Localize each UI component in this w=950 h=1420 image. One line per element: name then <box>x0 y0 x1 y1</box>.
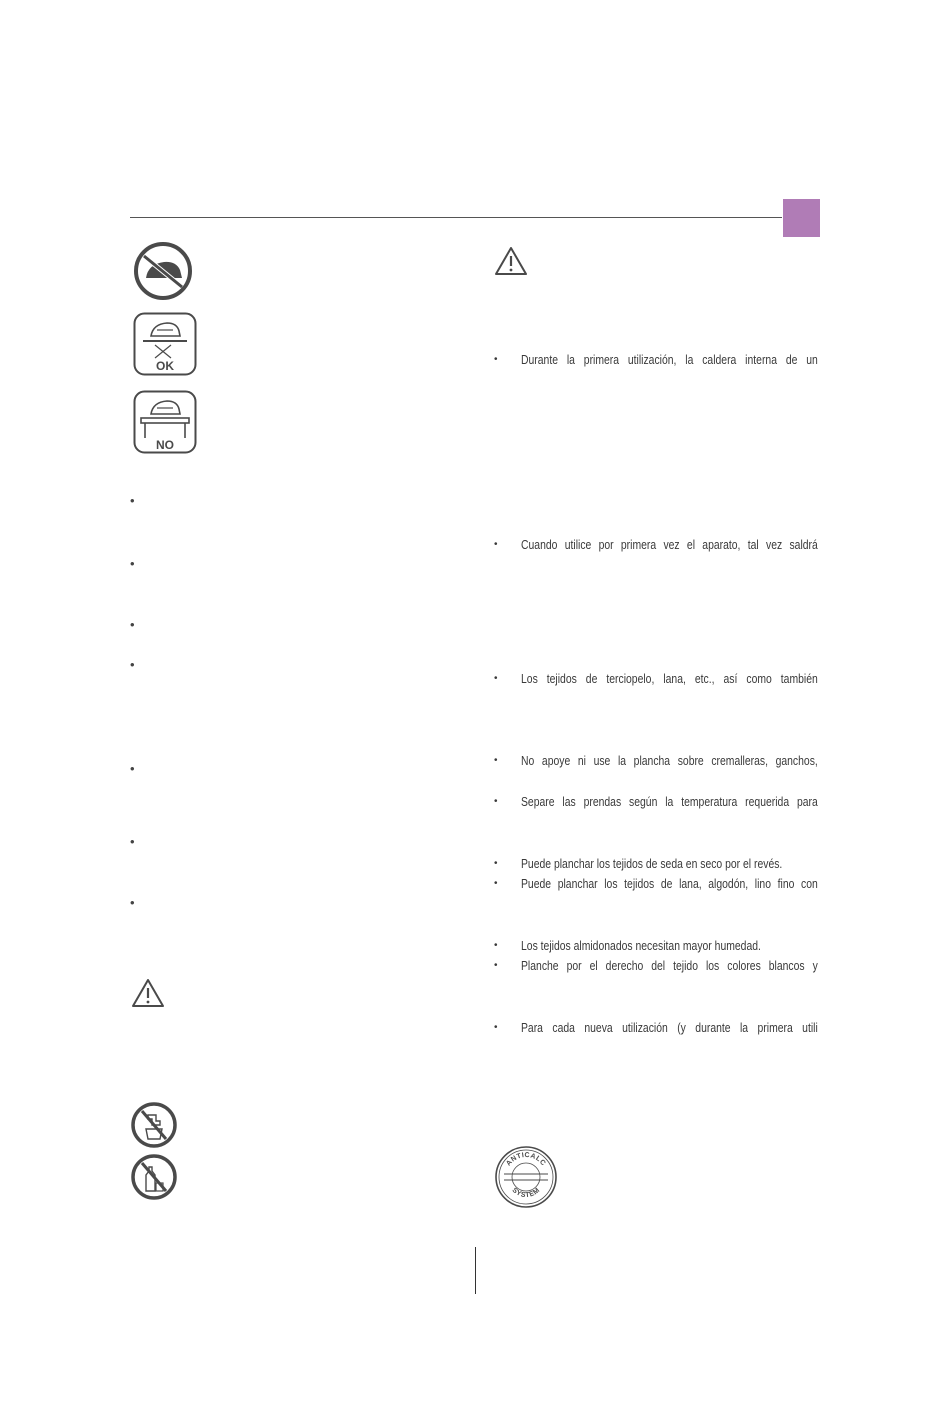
bullet: • <box>494 1022 498 1033</box>
list-item-bullet <box>130 900 136 906</box>
list-item-text: No apoye ni use la plancha sobre cremalleras, ganchos, <box>521 753 818 768</box>
list-item-bullet <box>130 839 136 845</box>
warning-triangle-icon <box>131 978 165 1008</box>
no-iron-prohibition-icon <box>132 240 194 302</box>
list-item-text: Los tejidos de terciopelo, lana, etc., así como también <box>521 671 818 686</box>
bullet: • <box>494 755 498 766</box>
bullet: • <box>494 539 498 550</box>
bullet: • <box>494 960 498 971</box>
list-item-text: Separe las prendas según la temperatura requerida para <box>521 794 818 809</box>
page-divider <box>475 1247 476 1294</box>
list-item-text: Durante la primera utilización, la caldera interna de un <box>521 352 818 367</box>
list-item-text: Cuando utilice por primera vez el aparato, tal vez saldrá <box>521 537 818 552</box>
no-tap-water-icon <box>130 1101 178 1149</box>
bullet: • <box>494 858 498 869</box>
iron-on-table-no-icon <box>133 390 197 454</box>
list-item-bullet <box>130 662 136 668</box>
list-item-bullet <box>130 766 136 772</box>
bullet: • <box>494 878 498 889</box>
list-item-text: Puede planchar los tejidos de seda en seco por el revés. <box>521 856 783 871</box>
list-item-bullet <box>130 498 136 504</box>
no-label: NO <box>156 438 174 452</box>
ok-label: OK <box>156 359 174 373</box>
bullet: • <box>494 940 498 951</box>
list-item-text: Planche por el derecho del tejido los colores blancos y <box>521 958 818 973</box>
bullet: • <box>494 673 498 684</box>
seal-bottom-text: SYSTEM <box>510 1186 542 1200</box>
list-item-bullet <box>130 622 136 628</box>
list-item-text: Puede planchar los tejidos de lana, algodón, lino fino con <box>521 876 818 891</box>
no-bottle-water-icon <box>130 1153 178 1201</box>
list-item-text: Para cada nueva utilización (y durante la primera utili <box>521 1020 818 1035</box>
header-rule <box>130 217 782 218</box>
section-color-tab <box>783 199 820 237</box>
list-item-text: Los tejidos almidonados necesitan mayor humedad. <box>521 938 761 953</box>
svg-text:SYSTEM <box>511 1187 542 1199</box>
bullet: • <box>494 796 498 807</box>
bullet: • <box>494 354 498 365</box>
warning-triangle-icon <box>494 246 528 276</box>
anticalc-system-seal-icon <box>494 1145 558 1209</box>
list-item-bullet <box>130 561 136 567</box>
iron-on-board-ok-icon <box>133 312 197 376</box>
seal-top-text: ANTICALC <box>505 1151 547 1168</box>
